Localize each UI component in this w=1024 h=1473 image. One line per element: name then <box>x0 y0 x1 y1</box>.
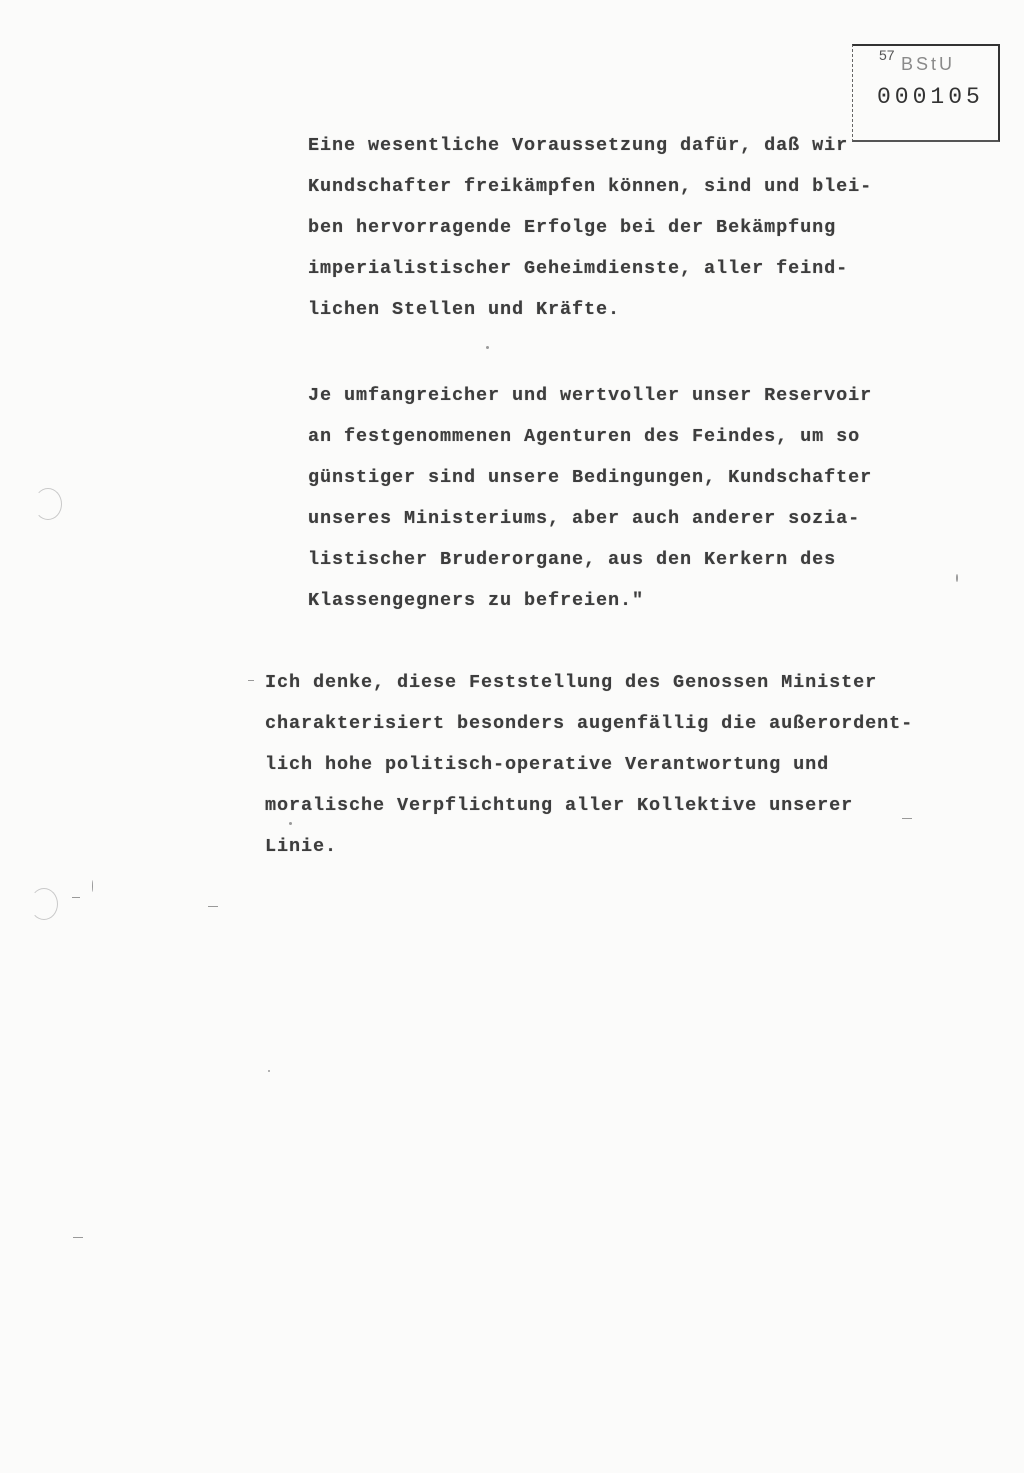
text-line: Ich denke, diese Feststellung des Genossen Minister <box>265 672 878 693</box>
scan-speck <box>289 822 292 825</box>
text-line: moralische Verpflichtung aller Kollektive unserer <box>265 795 854 816</box>
scan-mark <box>248 680 254 681</box>
scan-speck <box>956 574 958 582</box>
scan-speck <box>268 1070 270 1072</box>
paragraph-quote-part-2 <box>308 375 872 621</box>
scan-mark <box>208 906 218 907</box>
text-line: charakterisiert besonders augenfällig die außerordent- <box>265 713 914 734</box>
paragraph-commentary <box>265 662 913 867</box>
text-line: listischer Bruderorgane, aus den Kerkern des <box>308 549 837 570</box>
punch-hole-bottom <box>30 888 58 920</box>
text-line: lichen Stellen und Kräfte. <box>308 299 621 320</box>
stamp-archive-label: BStU <box>901 54 956 74</box>
text-line: Linie. <box>265 836 338 857</box>
text-line: Klassengegners zu befreien." <box>308 590 645 611</box>
text-line: an festgenommenen Agenturen des Feindes, um so <box>308 426 861 447</box>
text-line: ben hervorragende Erfolge bei der Bekämpfung <box>308 217 837 238</box>
text-line: Kundschafter freikämpfen können, sind und blei- <box>308 176 873 197</box>
scan-mark <box>73 1237 83 1238</box>
scan-speck <box>486 346 489 349</box>
text-line: Eine wesentliche Voraussetzung dafür, daß wir <box>308 135 849 156</box>
text-line: imperialistischer Geheimdienste, aller feind- <box>308 258 849 279</box>
stamp-prefix: 57 <box>879 47 895 63</box>
text-line: lich hohe politisch-operative Verantwortung und <box>265 754 830 775</box>
text-line: unseres Ministeriums, aber auch anderer sozia- <box>308 508 861 529</box>
scan-mark <box>72 897 80 898</box>
archive-stamp <box>852 44 1000 142</box>
scan-mark <box>902 818 912 819</box>
scan-speck <box>92 880 93 892</box>
paragraph-quote-part-1 <box>308 125 872 330</box>
text-line: günstiger sind unsere Bedingungen, Kundschafter <box>308 467 873 488</box>
stamp-page-number: 000105 <box>877 84 984 110</box>
punch-hole-top <box>34 488 62 520</box>
text-line: Je umfangreicher und wertvoller unser Reservoir <box>308 385 873 406</box>
